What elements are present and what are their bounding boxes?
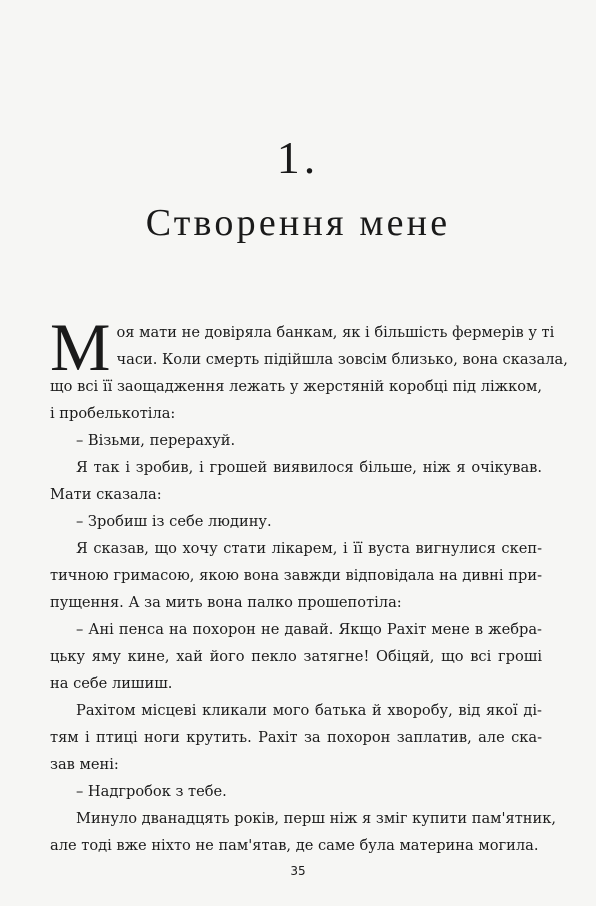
text-line: і пробелькотіла: [50, 405, 176, 422]
paragraph [50, 454, 542, 508]
text-line: Я так і зробив, і грошей виявилося більше, ніж я очікував. [76, 459, 542, 476]
drop-cap: М [50, 309, 111, 385]
text-line: на себе лишиш. [50, 675, 173, 692]
text-line: Рахітом місцеві кликали мого батька й хворобу, від якої ді- [76, 702, 542, 719]
page-number: 35 [290, 864, 306, 878]
text-line: пущення. А за мить вона палко прошепотіла: [50, 594, 402, 611]
text-line: цьку яму кине, хай його пекло затягне! Обіцяй, що всі гроші [50, 648, 542, 665]
text-line: – Ані пенса на похорон не давай. Якщо Рахіт мене в жебра- [76, 621, 542, 638]
paragraph [50, 805, 557, 859]
text-line: оя мати не довіряла банкам, як і більшість фермерів у ті [116, 324, 555, 341]
text-line: зав мені: [50, 756, 119, 773]
chapter-number: 1. [276, 132, 320, 183]
chapter-body [50, 309, 568, 859]
paragraph [50, 697, 542, 778]
text-line: що всі її заощадження лежать у жерстяній коробці під ліжком, [50, 378, 542, 395]
paragraph [50, 309, 568, 427]
text-line: Я сказав, що хочу стати лікарем, і її вуста вигнулися скеп- [76, 540, 542, 557]
text-line: тям і птиці ноги крутить. Рахіт за похорон заплатив, але ска- [50, 729, 542, 746]
text-line: але тоді вже ніхто не пам'ятав, де саме була материна могила. [50, 837, 539, 854]
paragraph [50, 427, 542, 454]
text-line: – Візьми, перерахуй. [76, 432, 236, 449]
text-line: тичною гримасою, якою вона завжди відповідала на дивні при- [50, 567, 542, 584]
paragraph [50, 616, 542, 697]
text-line: – Зробиш із себе людину. [76, 513, 272, 530]
text-line: часи. Коли смерть підійшла зовсім близько, вона сказала, [116, 351, 568, 368]
text-line: Мати сказала: [50, 486, 162, 503]
paragraph [50, 508, 542, 535]
text-line: Минуло дванадцять років, перш ніж я зміг купити пам'ятник, [76, 810, 557, 827]
paragraph [50, 778, 542, 805]
paragraph [50, 535, 542, 616]
text-line: – Надгробок з тебе. [76, 783, 227, 800]
chapter-title: Створення мене [145, 202, 451, 244]
